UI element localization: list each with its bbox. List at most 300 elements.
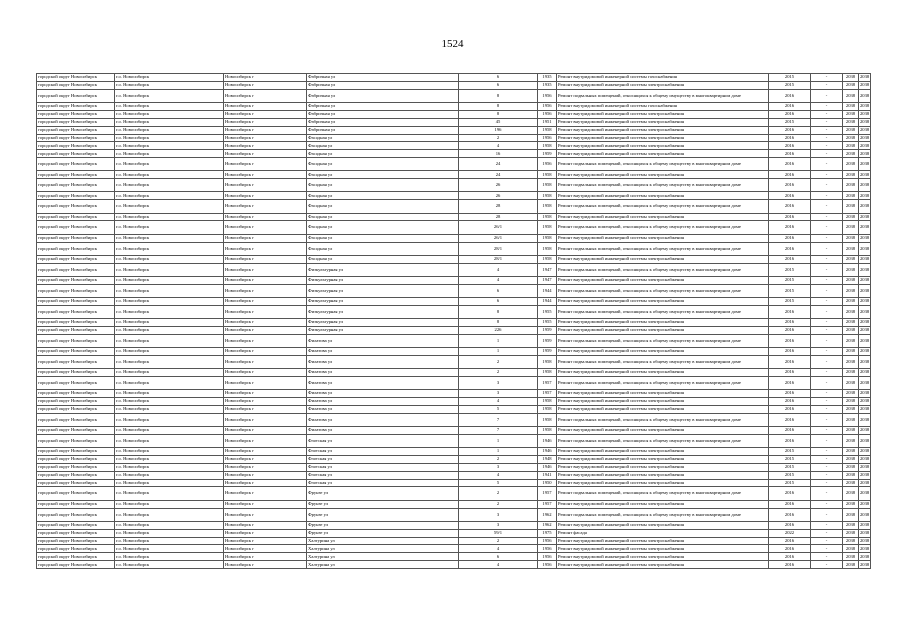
locality-cell: Новосибирск г — [224, 171, 307, 179]
dash-cell: - — [811, 426, 843, 434]
street-cell: Филатова ул — [307, 355, 459, 368]
house-cell: 8 — [459, 318, 538, 326]
dash-cell: - — [811, 89, 843, 102]
year-built-cell: 1956 — [538, 102, 557, 110]
work-type-cell: Ремонт внутридомовой инженерной системы газоснабжения — [557, 74, 769, 82]
house-cell: 24 — [459, 171, 538, 179]
table-row — [37, 508, 871, 521]
work-type-cell: Ремонт внутридомовой инженерной системы электроснабжения — [557, 255, 769, 263]
locality-cell: Новосибирск г — [224, 508, 307, 521]
year-built-cell: 1958 — [538, 368, 557, 376]
work-type-cell: Ремонт подвальных помещений, относящихся к общему имуществу в многоквартирном доме — [557, 305, 769, 318]
settlement-cell: г.о. Новосибирск — [115, 318, 224, 326]
street-cell: Фасадная ул — [307, 158, 459, 171]
locality-cell: Новосибирск г — [224, 537, 307, 545]
work-type-cell: Ремонт внутридомовой инженерной системы электроснабжения — [557, 368, 769, 376]
dash-cell: - — [811, 142, 843, 150]
year-to-cell: 2038 — [859, 102, 871, 110]
locality-cell: Новосибирск г — [224, 326, 307, 334]
year-from-cell: 2038 — [843, 142, 859, 150]
table-row — [37, 413, 871, 426]
street-cell: Филатова ул — [307, 368, 459, 376]
house-cell: 1 — [459, 434, 538, 447]
table-row — [37, 487, 871, 500]
plan-year-cell: 2016 — [769, 150, 811, 158]
locality-cell: Новосибирск г — [224, 134, 307, 142]
settlement-cell: г.о. Новосибирск — [115, 192, 224, 200]
year-to-cell: 2038 — [859, 455, 871, 463]
work-type-cell: Ремонт подвальных помещений, относящихся к общему имуществу в многоквартирном доме — [557, 221, 769, 234]
street-cell: Фрунзе ул — [307, 529, 459, 537]
locality-cell: Новосибирск г — [224, 255, 307, 263]
year-from-cell: 2038 — [843, 368, 859, 376]
street-cell: Халтурина ул — [307, 537, 459, 545]
year-from-cell: 2038 — [843, 334, 859, 347]
settlement-cell: г.о. Новосибирск — [115, 200, 224, 213]
work-type-cell: Ремонт внутридомовой инженерной системы электроснабжения — [557, 171, 769, 179]
work-type-cell: Ремонт подвальных помещений, относящихся к общему имуществу в многоквартирном доме — [557, 487, 769, 500]
dash-cell: - — [811, 102, 843, 110]
municipality-cell: городской округ Новосибирск — [37, 434, 115, 447]
house-cell: 45 — [459, 118, 538, 126]
municipality-cell: городской округ Новосибирск — [37, 553, 115, 561]
year-to-cell: 2038 — [859, 413, 871, 426]
locality-cell: Новосибирск г — [224, 355, 307, 368]
street-cell: Филатова ул — [307, 347, 459, 355]
plan-year-cell: 2016 — [769, 134, 811, 142]
year-built-cell: 1946 — [538, 434, 557, 447]
dash-cell: - — [811, 255, 843, 263]
year-built-cell: 1958 — [538, 213, 557, 221]
table-row — [37, 471, 871, 479]
street-cell: Фрунзе ул — [307, 500, 459, 508]
locality-cell: Новосибирск г — [224, 276, 307, 284]
dash-cell: - — [811, 487, 843, 500]
year-from-cell: 2038 — [843, 463, 859, 471]
municipality-cell: городской округ Новосибирск — [37, 305, 115, 318]
house-cell: 4 — [459, 263, 538, 276]
year-from-cell: 2038 — [843, 150, 859, 158]
plan-year-cell: 2015 — [769, 455, 811, 463]
work-type-cell: Ремонт внутридомовой инженерной системы электроснабжения — [557, 118, 769, 126]
municipality-cell: городской округ Новосибирск — [37, 521, 115, 529]
year-built-cell: 1959 — [538, 326, 557, 334]
house-cell: 3 — [459, 390, 538, 398]
table-row — [37, 284, 871, 297]
house-cell: 3 — [459, 508, 538, 521]
locality-cell: Новосибирск г — [224, 142, 307, 150]
table-row — [37, 326, 871, 334]
plan-year-cell: 2016 — [769, 102, 811, 110]
table-row — [37, 537, 871, 545]
plan-year-cell: 2016 — [769, 553, 811, 561]
municipality-cell: городской округ Новосибирск — [37, 448, 115, 456]
dash-cell: - — [811, 171, 843, 179]
dash-cell: - — [811, 242, 843, 255]
year-built-cell: 1958 — [538, 200, 557, 213]
dash-cell: - — [811, 118, 843, 126]
dash-cell: - — [811, 521, 843, 529]
table-row — [37, 126, 871, 134]
municipality-cell: городской округ Новосибирск — [37, 221, 115, 234]
year-to-cell: 2038 — [859, 89, 871, 102]
work-type-cell: Ремонт внутридомовой инженерной системы электроснабжения — [557, 234, 769, 242]
locality-cell: Новосибирск г — [224, 413, 307, 426]
dash-cell: - — [811, 234, 843, 242]
settlement-cell: г.о. Новосибирск — [115, 397, 224, 405]
house-cell: 2 — [459, 500, 538, 508]
year-built-cell: 1957 — [538, 500, 557, 508]
municipality-cell: городской округ Новосибирск — [37, 347, 115, 355]
settlement-cell: г.о. Новосибирск — [115, 284, 224, 297]
municipality-cell: городской округ Новосибирск — [37, 234, 115, 242]
year-to-cell: 2038 — [859, 234, 871, 242]
year-built-cell: 1947 — [538, 263, 557, 276]
year-from-cell: 2038 — [843, 479, 859, 487]
dash-cell: - — [811, 500, 843, 508]
plan-year-cell: 2016 — [769, 347, 811, 355]
dash-cell: - — [811, 334, 843, 347]
street-cell: Флотская ул — [307, 434, 459, 447]
locality-cell: Новосибирск г — [224, 434, 307, 447]
locality-cell: Новосибирск г — [224, 200, 307, 213]
year-built-cell: 1956 — [538, 545, 557, 553]
dash-cell: - — [811, 326, 843, 334]
settlement-cell: г.о. Новосибирск — [115, 413, 224, 426]
municipality-cell: городской округ Новосибирск — [37, 318, 115, 326]
table-row — [37, 455, 871, 463]
year-to-cell: 2038 — [859, 479, 871, 487]
street-cell: Филатова ул — [307, 405, 459, 413]
year-to-cell: 2038 — [859, 110, 871, 118]
year-built-cell: 1947 — [538, 276, 557, 284]
house-cell: 59/1 — [459, 529, 538, 537]
dash-cell: - — [811, 390, 843, 398]
plan-year-cell: 2016 — [769, 487, 811, 500]
municipality-cell: городской округ Новосибирск — [37, 263, 115, 276]
work-type-cell: Ремонт фасада — [557, 529, 769, 537]
dash-cell: - — [811, 81, 843, 89]
year-built-cell: 1944 — [538, 297, 557, 305]
plan-year-cell: 2016 — [769, 142, 811, 150]
year-from-cell: 2038 — [843, 553, 859, 561]
municipality-cell: городской округ Новосибирск — [37, 102, 115, 110]
house-cell: 24 — [459, 158, 538, 171]
plan-year-cell: 2016 — [769, 179, 811, 192]
year-from-cell: 2038 — [843, 347, 859, 355]
dash-cell: - — [811, 553, 843, 561]
locality-cell: Новосибирск г — [224, 263, 307, 276]
table-row — [37, 334, 871, 347]
year-to-cell: 2038 — [859, 508, 871, 521]
dash-cell: - — [811, 284, 843, 297]
settlement-cell: г.о. Новосибирск — [115, 448, 224, 456]
settlement-cell: г.о. Новосибирск — [115, 110, 224, 118]
municipality-cell: городской округ Новосибирск — [37, 118, 115, 126]
work-type-cell: Ремонт внутридомовой инженерной системы электроснабжения — [557, 545, 769, 553]
locality-cell: Новосибирск г — [224, 448, 307, 456]
work-type-cell: Ремонт внутридомовой инженерной системы электроснабжения — [557, 537, 769, 545]
settlement-cell: г.о. Новосибирск — [115, 500, 224, 508]
house-cell: 4 — [459, 142, 538, 150]
settlement-cell: г.о. Новосибирск — [115, 368, 224, 376]
year-to-cell: 2038 — [859, 553, 871, 561]
plan-year-cell: 2016 — [769, 537, 811, 545]
street-cell: Физкультурная ул — [307, 297, 459, 305]
plan-year-cell: 2016 — [769, 508, 811, 521]
municipality-cell: городской округ Новосибирск — [37, 355, 115, 368]
plan-year-cell: 2016 — [769, 521, 811, 529]
house-cell: 3 — [459, 521, 538, 529]
plan-year-cell: 2015 — [769, 297, 811, 305]
street-cell: Фасадная ул — [307, 200, 459, 213]
year-from-cell: 2038 — [843, 276, 859, 284]
work-type-cell: Ремонт внутридомовой инженерной системы газоснабжения — [557, 102, 769, 110]
table-row — [37, 434, 871, 447]
street-cell: Физкультурная ул — [307, 263, 459, 276]
plan-year-cell: 2016 — [769, 213, 811, 221]
table-body — [37, 74, 871, 569]
year-from-cell: 2038 — [843, 81, 859, 89]
year-from-cell: 2038 — [843, 390, 859, 398]
work-type-cell: Ремонт внутридомовой инженерной системы электроснабжения — [557, 426, 769, 434]
house-cell: 28/1 — [459, 242, 538, 255]
plan-year-cell: 2016 — [769, 110, 811, 118]
plan-year-cell: 2015 — [769, 448, 811, 456]
table-row — [37, 553, 871, 561]
house-cell: 2 — [459, 368, 538, 376]
street-cell: Фасадная ул — [307, 213, 459, 221]
work-type-cell: Ремонт внутридомовой инженерной системы электроснабжения — [557, 471, 769, 479]
settlement-cell: г.о. Новосибирск — [115, 508, 224, 521]
house-cell: 7 — [459, 426, 538, 434]
locality-cell: Новосибирск г — [224, 305, 307, 318]
street-cell: Флотская ул — [307, 463, 459, 471]
municipality-cell: городской округ Новосибирск — [37, 368, 115, 376]
table-row — [37, 263, 871, 276]
year-to-cell: 2038 — [859, 471, 871, 479]
year-built-cell: 1944 — [538, 284, 557, 297]
house-cell: 26 — [459, 179, 538, 192]
year-from-cell: 2038 — [843, 89, 859, 102]
locality-cell: Новосибирск г — [224, 463, 307, 471]
street-cell: Фабричная ул — [307, 81, 459, 89]
plan-year-cell: 2015 — [769, 471, 811, 479]
settlement-cell: г.о. Новосибирск — [115, 471, 224, 479]
municipality-cell: городской округ Новосибирск — [37, 110, 115, 118]
work-type-cell: Ремонт внутридомовой инженерной системы электроснабжения — [557, 463, 769, 471]
table-row — [37, 529, 871, 537]
municipality-cell: городской округ Новосибирск — [37, 81, 115, 89]
settlement-cell: г.о. Новосибирск — [115, 355, 224, 368]
plan-year-cell: 2015 — [769, 284, 811, 297]
street-cell: Филатова ул — [307, 413, 459, 426]
dash-cell: - — [811, 561, 843, 569]
municipality-cell: городской округ Новосибирск — [37, 200, 115, 213]
year-from-cell: 2038 — [843, 355, 859, 368]
year-from-cell: 2038 — [843, 192, 859, 200]
house-cell: 6 — [459, 297, 538, 305]
year-built-cell: 1959 — [538, 347, 557, 355]
plan-year-cell: 2022 — [769, 529, 811, 537]
house-cell: 28 — [459, 213, 538, 221]
work-type-cell: Ремонт внутридомовой инженерной системы электроснабжения — [557, 397, 769, 405]
year-from-cell: 2038 — [843, 200, 859, 213]
year-to-cell: 2038 — [859, 448, 871, 456]
table-row — [37, 158, 871, 171]
street-cell: Флотская ул — [307, 448, 459, 456]
dash-cell: - — [811, 397, 843, 405]
year-built-cell: 1957 — [538, 390, 557, 398]
year-built-cell: 1956 — [538, 553, 557, 561]
year-built-cell: 1935 — [538, 74, 557, 82]
street-cell: Филатова ул — [307, 390, 459, 398]
settlement-cell: г.о. Новосибирск — [115, 242, 224, 255]
locality-cell: Новосибирск г — [224, 426, 307, 434]
house-cell: 1 — [459, 448, 538, 456]
table-row — [37, 81, 871, 89]
municipality-cell: городской округ Новосибирск — [37, 537, 115, 545]
municipality-cell: городской округ Новосибирск — [37, 242, 115, 255]
settlement-cell: г.о. Новосибирск — [115, 426, 224, 434]
table-row — [37, 376, 871, 389]
municipality-cell: городской округ Новосибирск — [37, 508, 115, 521]
locality-cell: Новосибирск г — [224, 110, 307, 118]
work-type-cell: Ремонт внутридомовой инженерной системы электроснабжения — [557, 192, 769, 200]
year-built-cell: 1958 — [538, 171, 557, 179]
settlement-cell: г.о. Новосибирск — [115, 390, 224, 398]
year-from-cell: 2038 — [843, 376, 859, 389]
dash-cell: - — [811, 74, 843, 82]
municipality-cell: городской округ Новосибирск — [37, 561, 115, 569]
dash-cell: - — [811, 545, 843, 553]
locality-cell: Новосибирск г — [224, 521, 307, 529]
street-cell: Фабричная ул — [307, 110, 459, 118]
street-cell: Флотская ул — [307, 455, 459, 463]
table-row — [37, 234, 871, 242]
year-from-cell: 2038 — [843, 561, 859, 569]
year-built-cell: 1946 — [538, 448, 557, 456]
table-row — [37, 368, 871, 376]
dash-cell: - — [811, 179, 843, 192]
year-from-cell: 2038 — [843, 126, 859, 134]
municipality-cell: городской округ Новосибирск — [37, 126, 115, 134]
dash-cell: - — [811, 479, 843, 487]
municipality-cell: городской округ Новосибирск — [37, 487, 115, 500]
year-to-cell: 2038 — [859, 284, 871, 297]
settlement-cell: г.о. Новосибирск — [115, 158, 224, 171]
street-cell: Фрунзе ул — [307, 487, 459, 500]
street-cell: Фасадная ул — [307, 150, 459, 158]
year-built-cell: 1958 — [538, 242, 557, 255]
dash-cell: - — [811, 150, 843, 158]
table-row — [37, 118, 871, 126]
locality-cell: Новосибирск г — [224, 390, 307, 398]
locality-cell: Новосибирск г — [224, 158, 307, 171]
locality-cell: Новосибирск г — [224, 455, 307, 463]
plan-year-cell: 2016 — [769, 500, 811, 508]
locality-cell: Новосибирск г — [224, 545, 307, 553]
year-from-cell: 2038 — [843, 413, 859, 426]
municipality-cell: городской округ Новосибирск — [37, 545, 115, 553]
house-cell: 8 — [459, 102, 538, 110]
settlement-cell: г.о. Новосибирск — [115, 561, 224, 569]
house-cell: 8 — [459, 110, 538, 118]
municipality-cell: городской округ Новосибирск — [37, 463, 115, 471]
year-from-cell: 2038 — [843, 318, 859, 326]
work-type-cell: Ремонт внутридомовой инженерной системы электроснабжения — [557, 297, 769, 305]
settlement-cell: г.о. Новосибирск — [115, 81, 224, 89]
house-cell: 2 — [459, 134, 538, 142]
year-from-cell: 2038 — [843, 471, 859, 479]
locality-cell: Новосибирск г — [224, 284, 307, 297]
year-to-cell: 2038 — [859, 142, 871, 150]
locality-cell: Новосибирск г — [224, 192, 307, 200]
dash-cell: - — [811, 355, 843, 368]
year-to-cell: 2038 — [859, 434, 871, 447]
house-cell: 5 — [459, 479, 538, 487]
house-cell: 2 — [459, 537, 538, 545]
work-type-cell: Ремонт внутридомовой инженерной системы электроснабжения — [557, 521, 769, 529]
work-type-cell: Ремонт внутридомовой инженерной системы электроснабжения — [557, 500, 769, 508]
year-to-cell: 2038 — [859, 537, 871, 545]
dash-cell: - — [811, 376, 843, 389]
house-cell: 2 — [459, 487, 538, 500]
work-type-cell: Ремонт подвальных помещений, относящихся к общему имуществу в многоквартирном доме — [557, 334, 769, 347]
street-cell: Физкультурная ул — [307, 284, 459, 297]
year-built-cell: 1958 — [538, 426, 557, 434]
plan-year-cell: 2015 — [769, 263, 811, 276]
plan-year-cell: 2015 — [769, 276, 811, 284]
house-cell: 3 — [459, 376, 538, 389]
table-row — [37, 150, 871, 158]
work-type-cell: Ремонт внутридомовой инженерной системы электроснабжения — [557, 326, 769, 334]
house-cell: 26/1 — [459, 221, 538, 234]
year-to-cell: 2038 — [859, 305, 871, 318]
settlement-cell: г.о. Новосибирск — [115, 142, 224, 150]
settlement-cell: г.о. Новосибирск — [115, 455, 224, 463]
work-type-cell: Ремонт внутридомовой инженерной системы электроснабжения — [557, 276, 769, 284]
year-built-cell: 1956 — [538, 89, 557, 102]
table-row — [37, 397, 871, 405]
year-built-cell: 1935 — [538, 81, 557, 89]
year-built-cell: 1955 — [538, 318, 557, 326]
plan-year-cell: 2016 — [769, 413, 811, 426]
locality-cell: Новосибирск г — [224, 561, 307, 569]
locality-cell: Новосибирск г — [224, 118, 307, 126]
locality-cell: Новосибирск г — [224, 126, 307, 134]
table-row — [37, 110, 871, 118]
year-from-cell: 2038 — [843, 537, 859, 545]
dash-cell: - — [811, 413, 843, 426]
locality-cell: Новосибирск г — [224, 487, 307, 500]
street-cell: Фрунзе ул — [307, 521, 459, 529]
year-built-cell: 1957 — [538, 487, 557, 500]
locality-cell: Новосибирск г — [224, 479, 307, 487]
dash-cell: - — [811, 448, 843, 456]
dash-cell: - — [811, 463, 843, 471]
plan-year-cell: 2016 — [769, 171, 811, 179]
street-cell: Физкультурная ул — [307, 305, 459, 318]
year-from-cell: 2038 — [843, 213, 859, 221]
municipality-cell: городской округ Новосибирск — [37, 390, 115, 398]
plan-year-cell: 2016 — [769, 89, 811, 102]
street-cell: Фасадная ул — [307, 171, 459, 179]
dash-cell: - — [811, 263, 843, 276]
table-row — [37, 355, 871, 368]
work-type-cell: Ремонт подвальных помещений, относящихся к общему имуществу в многоквартирном доме — [557, 355, 769, 368]
house-cell: 6 — [459, 284, 538, 297]
